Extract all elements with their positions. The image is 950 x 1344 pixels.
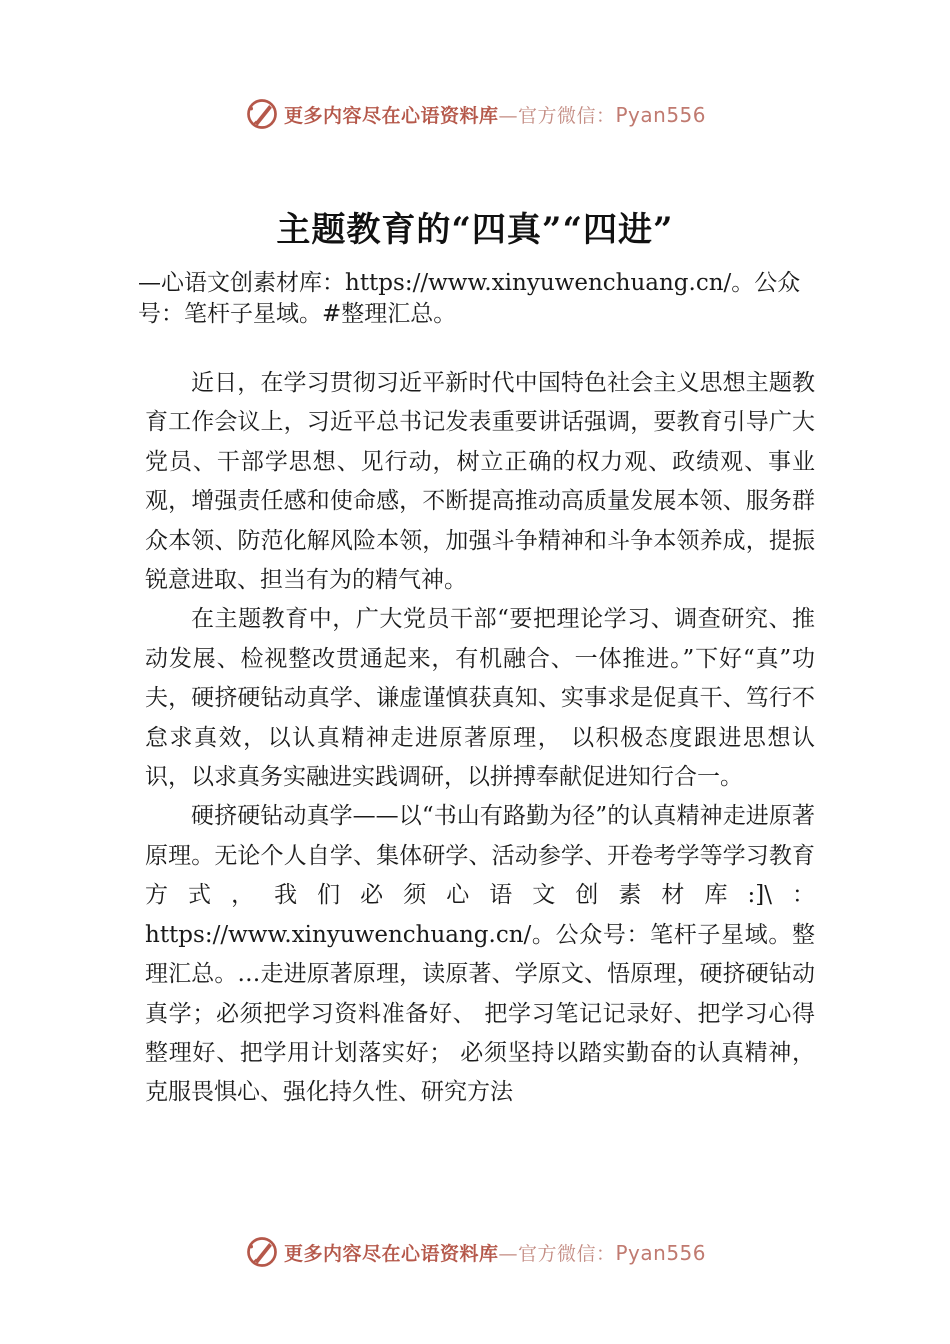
pen-logo-icon xyxy=(244,1234,280,1270)
paragraph: 近日，在学习贯彻习近平新时代中国特色社会主义思想主题教育工作会议上，习近平总书记发表重要讲话强调，要教育引导广大党员、干部学思想、见行动，树立正确的权力观、政绩观、事业观，增强责任感和使命感，不断提高推动高质量发展本领、服务群众本领、防范化解风险本领，加强斗争精神和斗争本领养成，提振锐意进取、担当有为的精气神。 xyxy=(145,370,815,594)
source-line: —心语文创素材库：https://www.xinyuwenchuang.cn/。公众号：笔杆子星域。#整理汇总。 xyxy=(138,270,801,327)
watermark-footer xyxy=(0,1232,950,1272)
paragraph: 在主题教育中，广大党员干部“要把理论学习、调查研究、推动发展、检视整改贯通起来，有机融合、一体推进。”下好“真”功夫，硬挤硬钻动真学、谦虚谨慎获真知、实事求是促真干、笃行不怠求真效，以认真精神走进原著原理， 以积极态度跟进思想认识，以求真务实融进实践调研，以拼搏奉献促进知行合一。 xyxy=(145,606,815,791)
paragraph: 硬挤硬钻动真学——以“书山有路勤为径”的认真精神走进原著原理。无论个人自学、集体研学、活动参学、开卷考学等学习教育方式，我们必须心语文创素材库:]\：https://www.xinyuwenchuang.cn/。公众号：笔杆子星域。整理汇总。…走进原著原理，读原著、学原文、悟原理，硬挤硬钻动真学；必须把学习资料准备好、 把学习笔记记录好、把学习心得整理好、把学用计划落实好； 必须坚持以踏实勤奋的认真精神，克服畏惧心、强化持久性、研究方法 xyxy=(145,803,815,1106)
watermark-text: 更多内容尽在心语资料库—官方微信：Pyan556 xyxy=(283,1240,707,1265)
pen-logo-icon xyxy=(244,96,280,132)
document-title: 主题教育的“四真”“四进” xyxy=(276,210,674,250)
document-body xyxy=(145,364,815,1113)
watermark-text: 更多内容尽在心语资料库—官方微信：Pyan556 xyxy=(283,102,707,127)
watermark-header xyxy=(0,94,950,134)
